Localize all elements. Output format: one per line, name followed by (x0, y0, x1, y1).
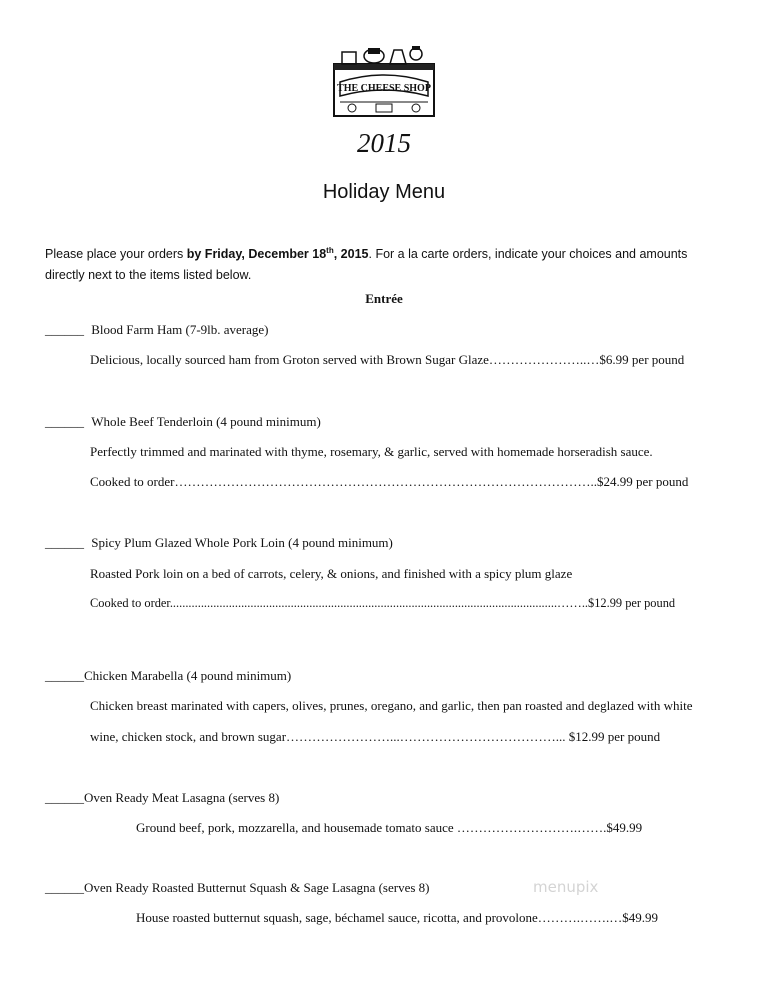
menu-item-tenderloin (45, 414, 321, 430)
item-description: Roasted Pork loin on a bed of carrots, celery, & onions, and finished with a spicy plum glaze (90, 566, 573, 581)
item-name: Spicy Plum Glazed Whole Pork Loin (4 pound minimum) (91, 535, 393, 550)
item-description: Perfectly trimmed and marinated with thyme, rosemary, & garlic, served with homemade horseradish sauce. (90, 444, 653, 459)
item-description: Ground beef, pork, mozzarella, and housemade tomato sauce ……………………….…….$49.99 (136, 820, 643, 835)
item-price-line: wine, chicken stock, and brown sugar……………………...………………………………... $12.99 per pound (90, 729, 661, 744)
item-description: Chicken breast marinated with capers, olives, prunes, oregano, and garlic, then pan roasted and deglazed with white (90, 698, 693, 713)
order-blank[interactable]: ______ (45, 322, 84, 337)
item-name: Oven Ready Meat Lasagna (serves 8) (84, 790, 280, 805)
menu-item-ham (45, 322, 269, 338)
intro-line-2: directly next to the items listed below. (45, 268, 252, 283)
item-description: Delicious, locally sourced ham from Groton served with Brown Sugar Glaze…………………..…$6.99 per pound (90, 352, 685, 367)
item-name: Blood Farm Ham (7-9lb. average) (91, 322, 269, 337)
order-blank[interactable]: ______ (45, 668, 84, 683)
menu-item-chicken-marabella (45, 668, 291, 684)
intro-after: . For a la carte orders, indicate your choices and amounts (368, 247, 688, 262)
intro-before: Please place your orders (45, 247, 187, 262)
intro-paragraph (45, 240, 735, 286)
item-name: Chicken Marabella (4 pound minimum) (84, 668, 292, 683)
order-blank[interactable]: ______ (45, 790, 84, 805)
section-heading-entree: Entrée (365, 291, 403, 306)
deadline-suffix: th (326, 246, 334, 255)
menu-item-squash-lasagna (45, 880, 430, 896)
menu-item-meat-lasagna (45, 790, 279, 806)
cheese-shop-logo (332, 44, 436, 118)
order-blank[interactable]: ______ (45, 535, 84, 550)
item-name: Oven Ready Roasted Butternut Squash & Sage Lasagna (serves 8) (84, 880, 430, 895)
order-deadline (187, 247, 369, 261)
item-price-line: Cooked to order……………………………………………………………………………………..$24.99 per pound (90, 474, 689, 489)
page-title: Holiday Menu (322, 181, 446, 203)
logo-text: THE CHEESE SHOP (337, 83, 431, 94)
item-name: Whole Beef Tenderloin (4 pound minimum) (91, 414, 321, 429)
deadline-year: , 2015 (333, 247, 369, 262)
order-blank[interactable]: ______ (45, 414, 84, 429)
deadline-date: by Friday, December 18 (186, 247, 327, 262)
logo-illustration (332, 44, 436, 118)
item-description: House roasted butternut squash, sage, béchamel sauce, ricotta, and provolone……….…….…$49.99 (136, 910, 659, 925)
menu-item-pork-loin (45, 535, 393, 551)
menu-year: 2015 (357, 128, 411, 158)
order-blank[interactable]: ______ (45, 880, 84, 895)
item-price-line: Cooked to order.............................................................................................................................……..$12.99 per pound (90, 596, 676, 610)
watermark: menupix (533, 878, 599, 896)
